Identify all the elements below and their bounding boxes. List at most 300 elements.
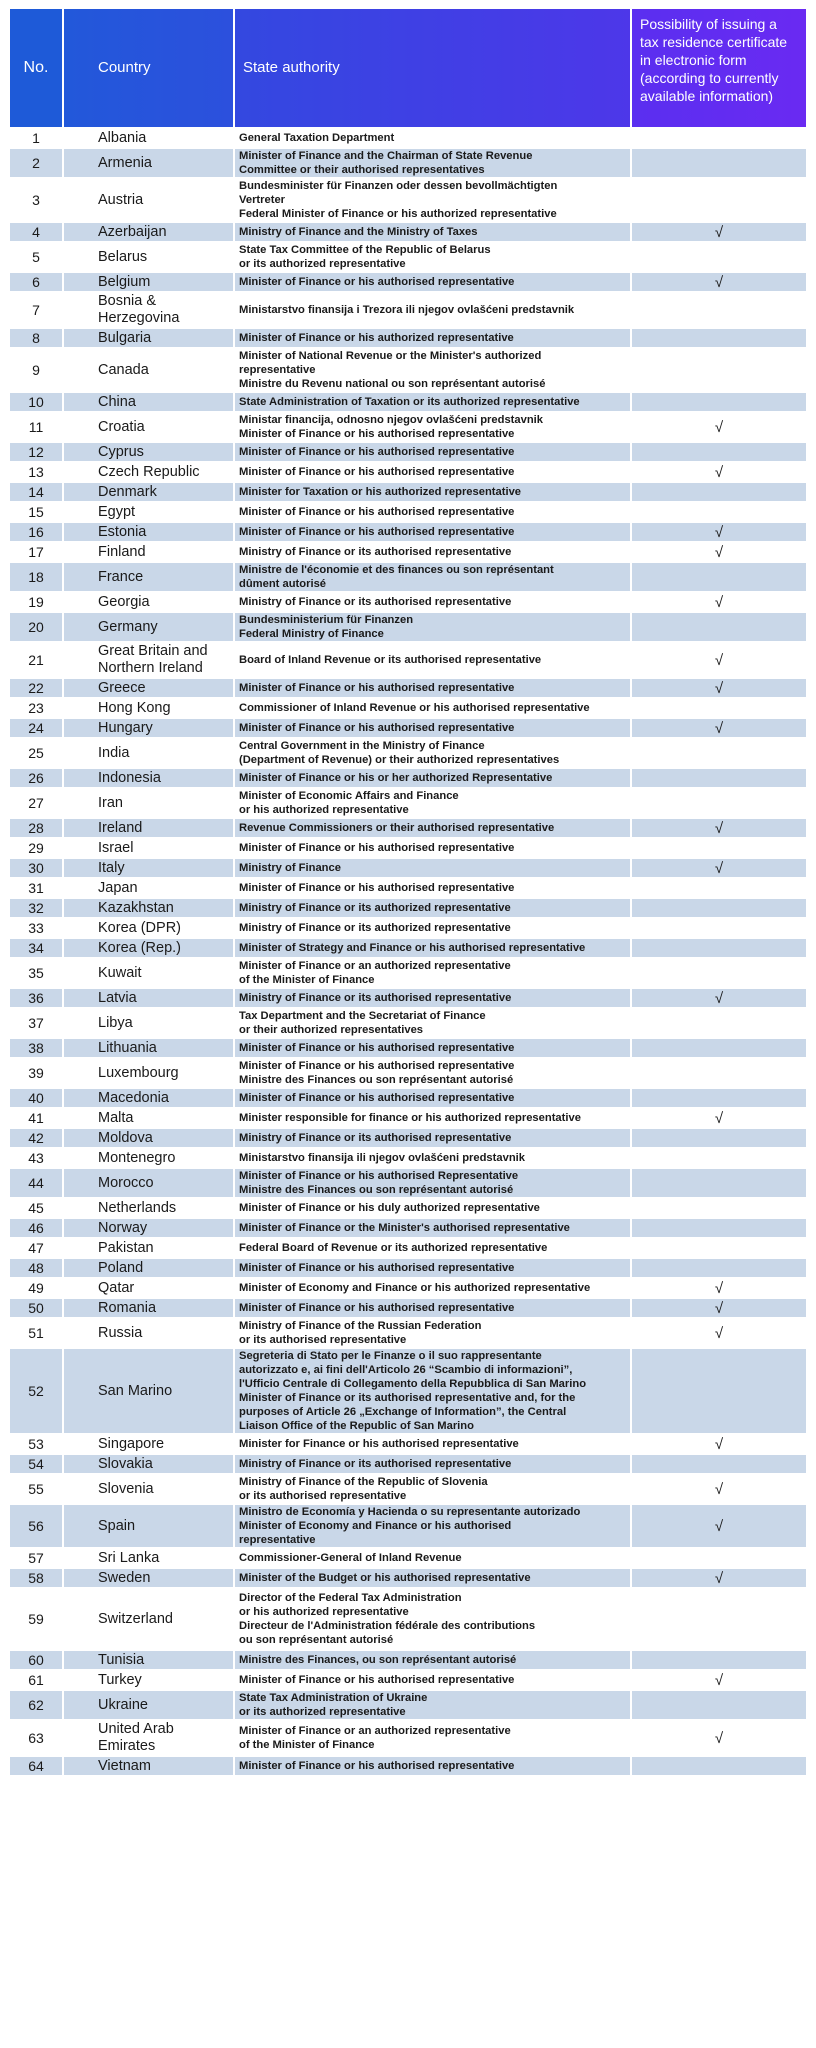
- country-name: France: [64, 563, 233, 591]
- electronic-certificate-cell: [632, 919, 806, 937]
- row-number: 22: [10, 679, 62, 697]
- row-number: 42: [10, 1129, 62, 1147]
- row-number: 64: [10, 1757, 62, 1775]
- authority-line: Minister of Finance or his authorised representative: [239, 1760, 515, 1772]
- state-authority: [235, 959, 630, 987]
- row-number: 4: [10, 223, 62, 241]
- authority-line: of the Minister of Finance: [239, 974, 375, 986]
- country-name: Vietnam: [64, 1757, 233, 1775]
- table-row: [10, 919, 806, 937]
- table-row: [10, 1691, 806, 1719]
- authority-line: Ministry of Finance of the Republic of Slovenia: [239, 1476, 488, 1488]
- electronic-certificate-cell: [632, 1757, 806, 1775]
- header-no: No.: [10, 9, 62, 127]
- table-row: [10, 1435, 806, 1453]
- state-authority: [235, 1059, 630, 1087]
- authority-line: Ministro de Economía y Hacienda o su representante autorizado: [239, 1506, 581, 1518]
- state-authority: [235, 1549, 630, 1567]
- state-authority: [235, 1757, 630, 1775]
- country-name: Norway: [64, 1219, 233, 1237]
- table-row: [10, 593, 806, 611]
- row-number: 41: [10, 1109, 62, 1127]
- table-row: [10, 1059, 806, 1087]
- country-name: Pakistan: [64, 1239, 233, 1257]
- state-authority: [235, 463, 630, 481]
- electronic-certificate-cell: [632, 1239, 806, 1257]
- table-row: [10, 719, 806, 737]
- row-number: 59: [10, 1589, 62, 1649]
- country-name: Malta: [64, 1109, 233, 1127]
- country-name: Austria: [64, 179, 233, 221]
- country-name: Lithuania: [64, 1039, 233, 1057]
- country-name: Belarus: [64, 243, 233, 271]
- table-row: [10, 1671, 806, 1689]
- state-authority: [235, 899, 630, 917]
- country-name: Moldova: [64, 1129, 233, 1147]
- electronic-certificate-cell: [632, 413, 806, 441]
- electronic-certificate-cell: [632, 503, 806, 521]
- state-authority: [235, 1089, 630, 1107]
- table-row: [10, 393, 806, 411]
- authority-line: autorizzato e, ai fini dell'Articolo 26 “Scambio di informazioni”,: [239, 1364, 573, 1376]
- row-number: 5: [10, 243, 62, 271]
- country-name: Albania: [64, 129, 233, 147]
- row-number: 19: [10, 593, 62, 611]
- electronic-certificate-cell: [632, 1589, 806, 1649]
- state-authority: [235, 1435, 630, 1453]
- state-authority: [235, 719, 630, 737]
- state-authority: [235, 393, 630, 411]
- electronic-certificate-cell: [632, 393, 806, 411]
- country-name: Greece: [64, 679, 233, 697]
- state-authority: [235, 129, 630, 147]
- authority-line: or its authorized representative: [239, 258, 406, 270]
- row-number: 46: [10, 1219, 62, 1237]
- authority-line: or its authorised representative: [239, 1334, 407, 1346]
- table-row: [10, 1149, 806, 1167]
- electronic-certificate-cell: [632, 899, 806, 917]
- country-name: Tunisia: [64, 1651, 233, 1669]
- authority-line: Minister of Finance or his authorised representative: [239, 446, 515, 458]
- authority-line: or its authorized representative: [239, 1706, 406, 1718]
- row-number: 62: [10, 1691, 62, 1719]
- state-authority: [235, 503, 630, 521]
- header-state-authority: State authority: [235, 9, 630, 127]
- electronic-certificate-cell: [632, 1169, 806, 1197]
- check-mark-icon: √: [714, 859, 724, 877]
- row-number: 55: [10, 1475, 62, 1503]
- state-authority: [235, 1039, 630, 1057]
- table-row: [10, 1219, 806, 1237]
- state-authority: [235, 413, 630, 441]
- authority-line: Federal Board of Revenue or its authorized representative: [239, 1242, 548, 1254]
- row-number: 27: [10, 789, 62, 817]
- state-authority: [235, 1169, 630, 1197]
- state-authority: [235, 1505, 630, 1547]
- row-number: 8: [10, 329, 62, 347]
- table-row: [10, 243, 806, 271]
- country-name: Canada: [64, 349, 233, 391]
- authority-line: purposes of Article 26 „Exchange of Information”, the Central: [239, 1406, 567, 1418]
- state-authority: [235, 859, 630, 877]
- row-number: 25: [10, 739, 62, 767]
- authority-line: Minister of the Budget or his authorised representative: [239, 1572, 531, 1584]
- row-number: 54: [10, 1455, 62, 1473]
- electronic-certificate-cell: [632, 789, 806, 817]
- table-row: [10, 859, 806, 877]
- authority-line: Revenue Commissioners or their authorised representative: [239, 822, 555, 834]
- table-row: [10, 989, 806, 1007]
- authority-line: Ministre de l'économie et des finances ou son représentant: [239, 564, 554, 576]
- authority-line: Ministar financija, odnosno njegov ovlašćeni predstavnik: [239, 414, 543, 426]
- row-number: 37: [10, 1009, 62, 1037]
- electronic-certificate-cell: [632, 643, 806, 677]
- country-name: China: [64, 393, 233, 411]
- row-number: 32: [10, 899, 62, 917]
- country-name: Finland: [64, 543, 233, 561]
- electronic-certificate-cell: [632, 819, 806, 837]
- country-name: Ireland: [64, 819, 233, 837]
- country-name: Indonesia: [64, 769, 233, 787]
- authority-line: Minister of Finance or his authorised representative: [239, 506, 515, 518]
- authority-line: Minister of Finance or an authorized representative: [239, 1725, 511, 1737]
- table-row: [10, 899, 806, 917]
- row-number: 60: [10, 1651, 62, 1669]
- check-mark-icon: √: [714, 1435, 724, 1453]
- authority-line: Ministarstvo finansija i Trezora ili njegov ovlašćeni predstavnik: [239, 304, 575, 316]
- authority-line: Commissioner of Inland Revenue or his authorised representative: [239, 702, 590, 714]
- table-row: [10, 1651, 806, 1669]
- row-number: 11: [10, 413, 62, 441]
- state-authority: [235, 1651, 630, 1669]
- electronic-certificate-cell: [632, 1059, 806, 1087]
- state-authority: [235, 273, 630, 291]
- authority-line: Minister for Taxation or his authorized representative: [239, 486, 522, 498]
- country-name: Egypt: [64, 503, 233, 521]
- country-name: Sweden: [64, 1569, 233, 1587]
- country-name: Singapore: [64, 1435, 233, 1453]
- authority-line: State Tax Administration of Ukraine: [239, 1692, 428, 1704]
- row-number: 43: [10, 1149, 62, 1167]
- electronic-certificate-cell: [632, 563, 806, 591]
- state-authority: [235, 1721, 630, 1755]
- state-authority: [235, 523, 630, 541]
- row-number: 28: [10, 819, 62, 837]
- country-name: Morocco: [64, 1169, 233, 1197]
- authority-line: Ministre du Revenu national ou son représentant autorisé: [239, 378, 546, 390]
- table-row: [10, 1279, 806, 1297]
- electronic-certificate-cell: [632, 349, 806, 391]
- authority-line: Minister of National Revenue or the Minister's authorized: [239, 350, 542, 362]
- country-name: Ukraine: [64, 1691, 233, 1719]
- state-authority: [235, 483, 630, 501]
- table-row: [10, 679, 806, 697]
- check-mark-icon: √: [714, 1729, 724, 1747]
- authority-line: General Taxation Department: [239, 132, 395, 144]
- table-row: [10, 483, 806, 501]
- authority-line: Minister of Strategy and Finance or his authorised representative: [239, 942, 586, 954]
- table-row: [10, 643, 806, 677]
- state-authority: [235, 699, 630, 717]
- state-authority: [235, 1319, 630, 1347]
- check-mark-icon: √: [714, 1480, 724, 1498]
- electronic-certificate-cell: [632, 699, 806, 717]
- electronic-certificate-cell: [632, 1671, 806, 1689]
- authority-line: Minister of Finance or his authorised representative: [239, 1092, 515, 1104]
- check-mark-icon: √: [714, 418, 724, 436]
- electronic-certificate-cell: [632, 273, 806, 291]
- electronic-certificate-cell: [632, 329, 806, 347]
- authority-line: Ministry of Finance or its authorised representative: [239, 596, 512, 608]
- state-authority: [235, 1259, 630, 1277]
- country-name: Israel: [64, 839, 233, 857]
- authority-line: dûment autorisé: [239, 578, 327, 590]
- electronic-certificate-cell: [632, 483, 806, 501]
- country-name: Croatia: [64, 413, 233, 441]
- row-number: 56: [10, 1505, 62, 1547]
- table-row: [10, 739, 806, 767]
- electronic-certificate-cell: [632, 1219, 806, 1237]
- state-authority: [235, 739, 630, 767]
- country-name: Kuwait: [64, 959, 233, 987]
- table-row: [10, 1757, 806, 1775]
- table-row: [10, 129, 806, 147]
- authority-line: Minister of Finance or his authorised representative: [239, 682, 515, 694]
- table-row: [10, 329, 806, 347]
- table-row: [10, 699, 806, 717]
- table-row: [10, 179, 806, 221]
- row-number: 9: [10, 349, 62, 391]
- check-mark-icon: √: [714, 1109, 724, 1127]
- country-name: Montenegro: [64, 1149, 233, 1167]
- country-name: India: [64, 739, 233, 767]
- state-authority: [235, 819, 630, 837]
- table-row: [10, 769, 806, 787]
- row-number: 1: [10, 129, 62, 147]
- table-row: [10, 1349, 806, 1433]
- table-row: [10, 879, 806, 897]
- row-number: 45: [10, 1199, 62, 1217]
- authority-line: Minister of Finance or his duly authorized representative: [239, 1202, 540, 1214]
- state-authority: [235, 1671, 630, 1689]
- electronic-certificate-cell: [632, 1129, 806, 1147]
- check-mark-icon: √: [714, 463, 724, 481]
- country-name: Czech Republic: [64, 463, 233, 481]
- header-row: [10, 9, 806, 127]
- state-authority: [235, 879, 630, 897]
- authority-line: Minister of Finance or the Minister's authorised representative: [239, 1222, 570, 1234]
- electronic-certificate-cell: [632, 879, 806, 897]
- country-name: Bosnia & Herzegovina: [64, 293, 233, 327]
- country-name: Georgia: [64, 593, 233, 611]
- electronic-certificate-cell: [632, 1455, 806, 1473]
- state-authority: [235, 789, 630, 817]
- country-name: Denmark: [64, 483, 233, 501]
- authority-line: Bundesminister für Finanzen oder dessen bevollmächtigten: [239, 180, 558, 192]
- authority-line: Minister of Economy and Finance or his authorised: [239, 1520, 512, 1532]
- authority-line: Minister of Economy and Finance or his authorized representative: [239, 1282, 591, 1294]
- row-number: 14: [10, 483, 62, 501]
- table-row: [10, 413, 806, 441]
- authority-line: Ministry of Finance or its authorised representative: [239, 992, 512, 1004]
- country-name: Slovakia: [64, 1455, 233, 1473]
- table-row: [10, 1589, 806, 1649]
- country-name: Romania: [64, 1299, 233, 1317]
- electronic-certificate-cell: [632, 1721, 806, 1755]
- row-number: 58: [10, 1569, 62, 1587]
- country-name: Korea (Rep.): [64, 939, 233, 957]
- table-row: [10, 1299, 806, 1317]
- row-number: 20: [10, 613, 62, 641]
- state-authority: [235, 443, 630, 461]
- state-authority: [235, 769, 630, 787]
- authority-line: Central Government in the Ministry of Finance: [239, 740, 485, 752]
- authority-line: Committee or their authorised representatives: [239, 164, 485, 176]
- row-number: 33: [10, 919, 62, 937]
- row-number: 48: [10, 1259, 62, 1277]
- table-row: [10, 1089, 806, 1107]
- authority-line: Ministry of Finance or its authorised representative: [239, 1458, 512, 1470]
- electronic-certificate-cell: [632, 1039, 806, 1057]
- authority-line: Tax Department and the Secretariat of Finance: [239, 1010, 486, 1022]
- authority-line: Minister of Finance or his authorised representative: [239, 882, 515, 894]
- state-authority: [235, 179, 630, 221]
- row-number: 29: [10, 839, 62, 857]
- authority-line: or his authorized representative: [239, 1606, 409, 1618]
- electronic-certificate-cell: [632, 593, 806, 611]
- table-row: [10, 1199, 806, 1217]
- row-number: 63: [10, 1721, 62, 1755]
- authority-line: Commissioner-General of Inland Revenue: [239, 1552, 462, 1564]
- table-row: [10, 523, 806, 541]
- authority-line: Segreteria di Stato per le Finanze o il suo rappresentante: [239, 1350, 542, 1362]
- table-row: [10, 1039, 806, 1057]
- row-number: 12: [10, 443, 62, 461]
- state-authority: [235, 149, 630, 177]
- authority-line: Vertreter: [239, 194, 286, 206]
- check-mark-icon: √: [714, 223, 724, 241]
- state-authority: [235, 989, 630, 1007]
- authority-line: Bundesministerium für Finanzen: [239, 614, 414, 626]
- country-name: Sri Lanka: [64, 1549, 233, 1567]
- authority-line: Ministry of Finance of the Russian Federation: [239, 1320, 482, 1332]
- authority-line: Federal Ministry of Finance: [239, 628, 384, 640]
- table-row: [10, 1009, 806, 1037]
- table-row: [10, 149, 806, 177]
- row-number: 23: [10, 699, 62, 717]
- table-row: [10, 959, 806, 987]
- check-mark-icon: √: [714, 1517, 724, 1535]
- table-row: [10, 293, 806, 327]
- electronic-certificate-cell: [632, 1691, 806, 1719]
- electronic-certificate-cell: [632, 1149, 806, 1167]
- row-number: 31: [10, 879, 62, 897]
- check-mark-icon: √: [714, 593, 724, 611]
- authority-line: Minister of Finance or his authorised representative: [239, 722, 515, 734]
- electronic-certificate-cell: [632, 1279, 806, 1297]
- authority-line: Minister responsible for finance or his authorized representative: [239, 1112, 581, 1124]
- row-number: 6: [10, 273, 62, 291]
- row-number: 17: [10, 543, 62, 561]
- row-number: 10: [10, 393, 62, 411]
- table-row: [10, 1169, 806, 1197]
- row-number: 38: [10, 1039, 62, 1057]
- row-number: 50: [10, 1299, 62, 1317]
- electronic-certificate-cell: [632, 243, 806, 271]
- table-row: [10, 1319, 806, 1347]
- table-row: [10, 1549, 806, 1567]
- state-authority: [235, 919, 630, 937]
- country-name: Spain: [64, 1505, 233, 1547]
- electronic-certificate-cell: [632, 1505, 806, 1547]
- state-authority: [235, 349, 630, 391]
- authority-line: Minister of Finance or his authorised Representative: [239, 1170, 519, 1182]
- authority-line: Minister of Finance or his authorised representative: [239, 1042, 515, 1054]
- state-authority: [235, 593, 630, 611]
- header-electronic-certificate: Possibility of issuing a tax residence certificate in electronic form (according to currently available information): [632, 9, 806, 127]
- row-number: 26: [10, 769, 62, 787]
- authority-line: Minister of Finance or his authorised representative: [239, 466, 515, 478]
- authority-line: Director of the Federal Tax Administration: [239, 1592, 462, 1604]
- electronic-certificate-cell: [632, 443, 806, 461]
- state-authority: [235, 643, 630, 677]
- country-name: Armenia: [64, 149, 233, 177]
- country-name: Iran: [64, 789, 233, 817]
- authority-line: Ministre des Finances ou son représentant autorisé: [239, 1184, 514, 1196]
- authority-line: Board of Inland Revenue or its authorised representative: [239, 654, 542, 666]
- row-number: 47: [10, 1239, 62, 1257]
- check-mark-icon: √: [714, 1671, 724, 1689]
- authority-line: ou son représentant autorisé: [239, 1634, 394, 1646]
- state-authority: [235, 1691, 630, 1719]
- country-name: United Arab Emirates: [64, 1721, 233, 1755]
- authority-line: Ministry of Finance or its authorized representative: [239, 902, 511, 914]
- state-authority: [235, 293, 630, 327]
- check-mark-icon: √: [714, 719, 724, 737]
- country-name: Macedonia: [64, 1089, 233, 1107]
- electronic-certificate-cell: [632, 1259, 806, 1277]
- state-authority: [235, 563, 630, 591]
- check-mark-icon: √: [714, 679, 724, 697]
- state-authority: [235, 1349, 630, 1433]
- country-name: Estonia: [64, 523, 233, 541]
- country-name: Latvia: [64, 989, 233, 1007]
- electronic-certificate-cell: [632, 179, 806, 221]
- electronic-certificate-cell: [632, 463, 806, 481]
- authority-line: Ministry of Finance and the Ministry of Taxes: [239, 226, 478, 238]
- row-number: 30: [10, 859, 62, 877]
- authority-line: Minister of Economic Affairs and Finance: [239, 790, 459, 802]
- electronic-certificate-cell: [632, 1651, 806, 1669]
- check-mark-icon: √: [714, 1324, 724, 1342]
- authority-line: or his authorized representative: [239, 804, 409, 816]
- authority-line: Minister of Finance or his authorised representative: [239, 428, 515, 440]
- authority-line: Directeur de l'Administration fédérale des contributions: [239, 1620, 536, 1632]
- authority-line: representative: [239, 1534, 316, 1546]
- table-row: [10, 1475, 806, 1503]
- authority-line: Minister of Finance or his or her authorized Representative: [239, 772, 553, 784]
- table-row: [10, 1505, 806, 1547]
- electronic-certificate-cell: [632, 939, 806, 957]
- authority-line: Minister of Finance or his authorized representative: [239, 332, 514, 344]
- authority-line: State Tax Committee of the Republic of Belarus: [239, 244, 491, 256]
- table-row: [10, 443, 806, 461]
- authority-line: Federal Minister of Finance or his authorized representative: [239, 208, 557, 220]
- state-authority: [235, 1149, 630, 1167]
- authority-line: or their authorized representatives: [239, 1024, 424, 1036]
- country-name: Russia: [64, 1319, 233, 1347]
- table-row: [10, 1721, 806, 1755]
